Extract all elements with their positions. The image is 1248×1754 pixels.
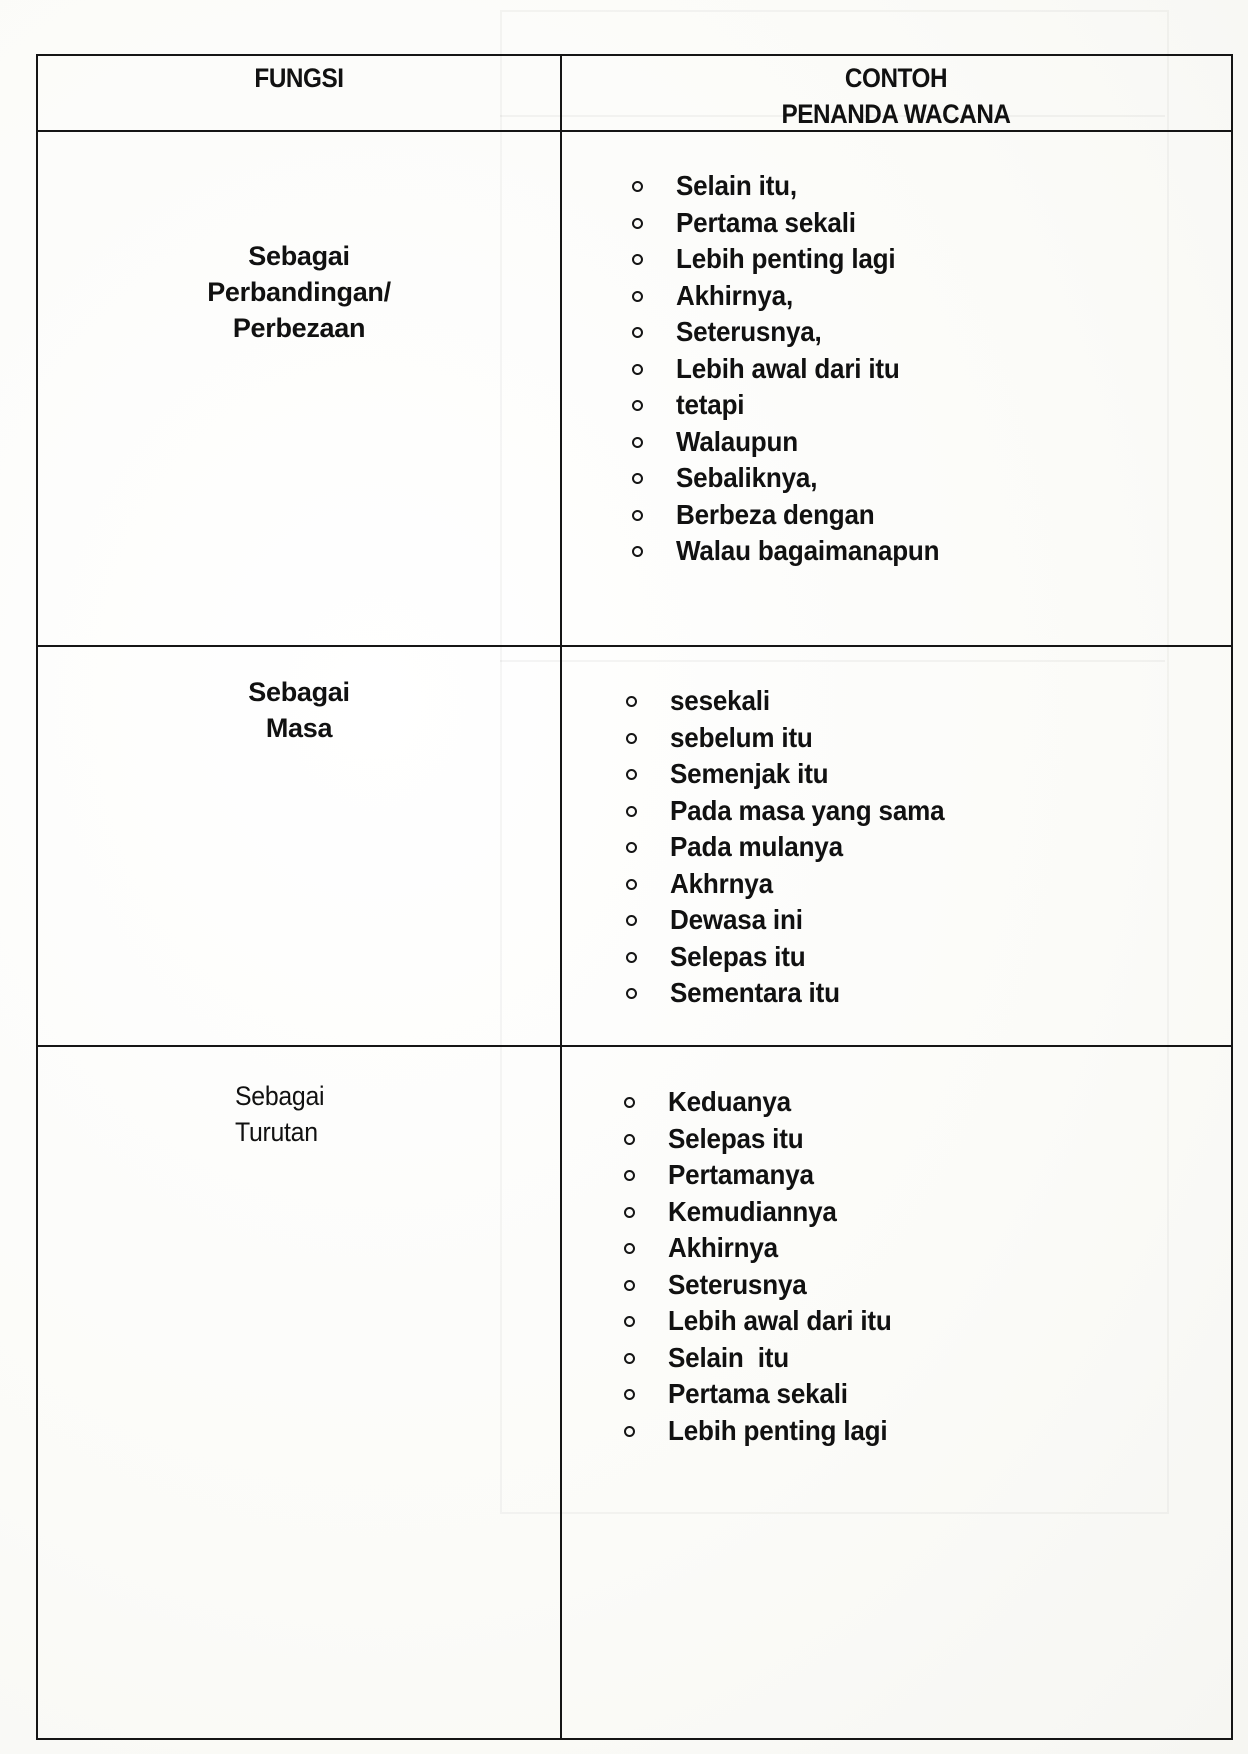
hollow-bullet-icon (632, 181, 643, 192)
label-line: Masa (265, 713, 333, 743)
hollow-bullet-icon (624, 1243, 635, 1254)
hollow-bullet-icon (632, 218, 643, 229)
hollow-bullet-icon (626, 952, 637, 963)
row-divider-2 (38, 1045, 1231, 1047)
header-penanda-wacana-text: PENANDA WACANA (781, 99, 1011, 129)
hollow-bullet-icon (632, 437, 643, 448)
hollow-bullet-icon (624, 1280, 635, 1291)
hollow-bullet-icon (624, 1134, 635, 1145)
header-fungsi (64, 60, 534, 96)
header-fungsi-text: FUNGSI (254, 63, 344, 93)
label-line: Perbezaan (232, 313, 366, 343)
column-divider (560, 56, 562, 1738)
label-line: Sebagai (248, 677, 350, 707)
hollow-bullet-icon (632, 327, 643, 338)
hollow-bullet-icon (624, 1426, 635, 1437)
hollow-bullet-icon (626, 915, 637, 926)
hollow-bullet-icon (624, 1170, 635, 1181)
function-label-turutan (235, 1078, 324, 1150)
label-line: Sebagai (248, 241, 350, 271)
label-line: Perbandingan/ (207, 277, 391, 307)
discourse-marker-table: FUNGSI CONTOH PENANDA WACANA Sebagai Perbandingan/ Perbezaan Selain itu, Pertama sekali Lebih penting lagi Akhirnya, Seterusnya, Lebih awal dari itu tetapi Walaupun Sebaliknya, Berbeza dengan Walau bagaimanapun Sebagai Masa sesekali sebelum itu Semenjak itu Pada masa yang sama Pada mulanya Akhrnya Dewasa ini Selepas itu Sementara itu Sebagai Turutan Keduanya Selepas itu Pertamanya Kemudiannya Akhirnya Seterusnya Lebih awal dari itu Selain itu Pertama sekali Lebih penting lagi (36, 54, 1233, 1740)
label-line: Turutan (235, 1117, 318, 1147)
hollow-bullet-icon (632, 473, 643, 484)
header-contoh-penanda-wacana (595, 60, 1196, 132)
hollow-bullet-icon (632, 364, 643, 375)
label-line: Sebagai (235, 1081, 325, 1111)
hollow-bullet-icon (624, 1353, 635, 1364)
hollow-bullet-icon (626, 879, 637, 890)
hollow-bullet-icon (626, 842, 637, 853)
function-label-masa (38, 674, 560, 746)
header-contoh-text: CONTOH (844, 63, 948, 93)
row-divider-1 (38, 645, 1231, 647)
hollow-bullet-icon (626, 988, 637, 999)
hollow-bullet-icon (626, 733, 637, 744)
hollow-bullet-icon (624, 1207, 635, 1218)
hollow-bullet-icon (632, 510, 643, 521)
function-label-perbandingan (38, 238, 560, 346)
hollow-bullet-icon (632, 291, 643, 302)
hollow-bullet-icon (626, 696, 637, 707)
hollow-bullet-icon (624, 1316, 635, 1327)
hollow-bullet-icon (624, 1097, 635, 1108)
hollow-bullet-icon (626, 769, 637, 780)
hollow-bullet-icon (624, 1389, 635, 1400)
hollow-bullet-icon (632, 546, 643, 557)
hollow-bullet-icon (632, 400, 643, 411)
hollow-bullet-icon (626, 806, 637, 817)
hollow-bullet-icon (632, 254, 643, 265)
